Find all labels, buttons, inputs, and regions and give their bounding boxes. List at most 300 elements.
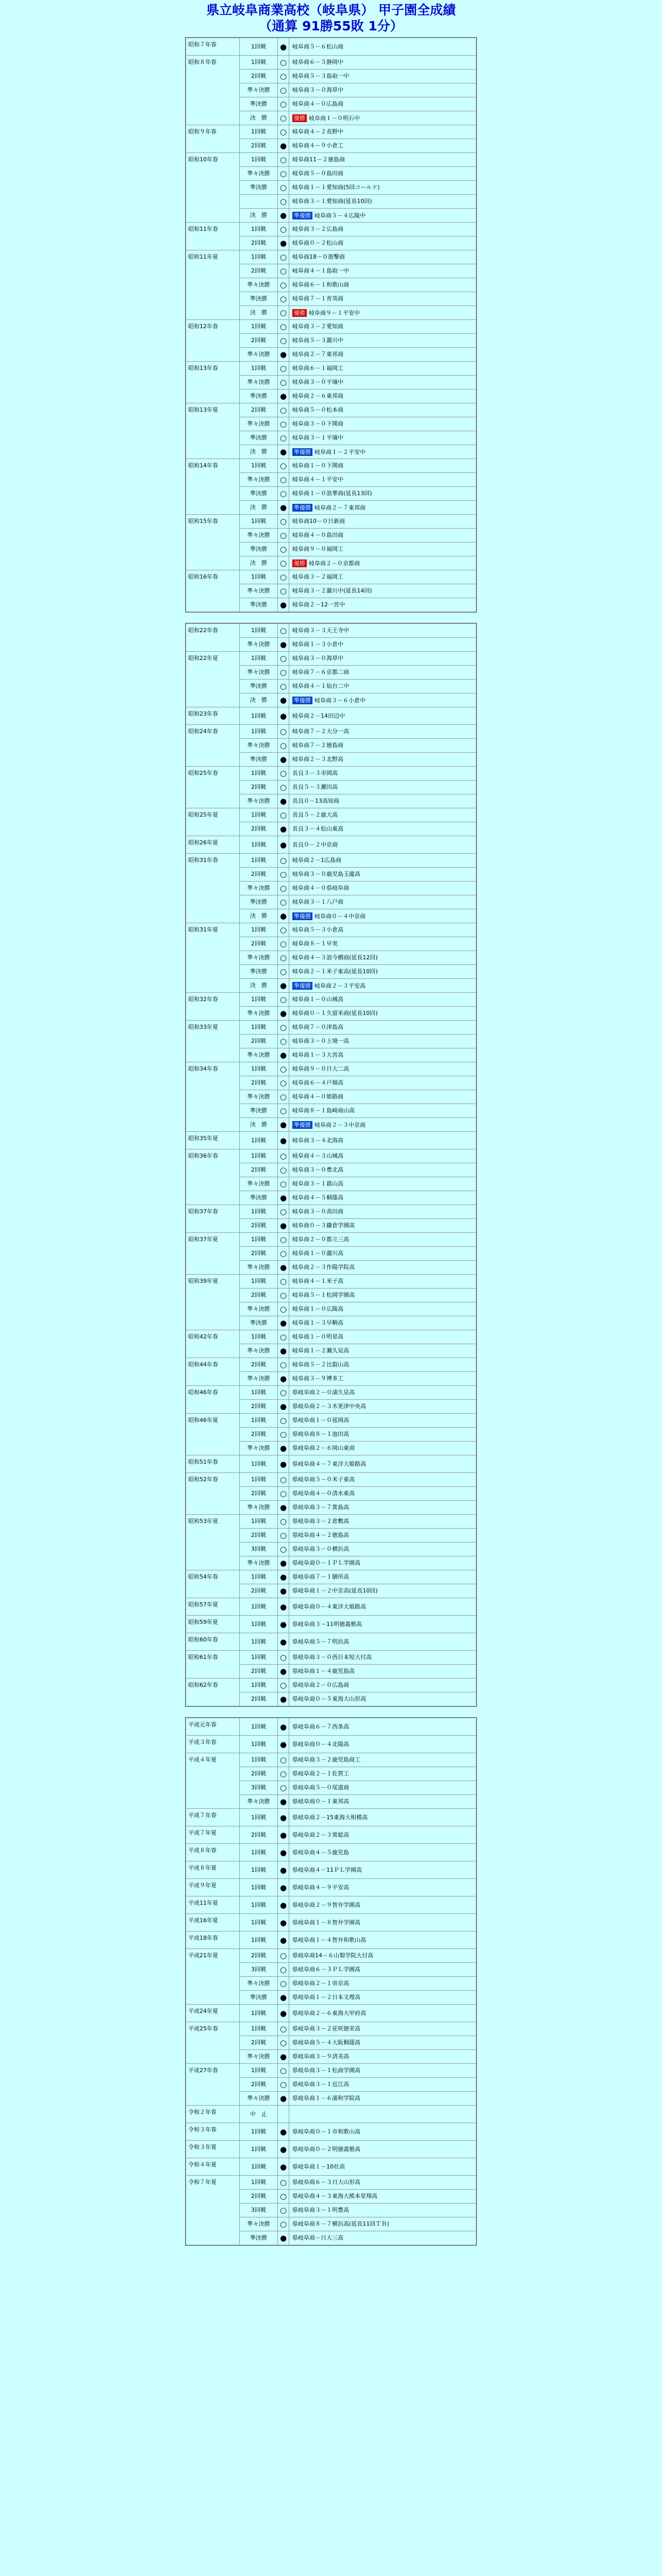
- round-label: 1回戦: [240, 1473, 278, 1487]
- round-label: 1回戦: [240, 2064, 278, 2078]
- game-result: 岐阜商５－０島田商: [289, 167, 476, 181]
- game-result: 岐阜商４－１米子高: [289, 1275, 476, 1289]
- game-result: 県岐阜商４－２徳島高: [289, 1529, 476, 1543]
- win-mark-icon: ○: [278, 292, 289, 306]
- round-label: 2回戦: [240, 1358, 278, 1372]
- round-label: 1回戦: [240, 1275, 278, 1289]
- tournament-year: 昭和23年春: [186, 707, 240, 725]
- round-label: 2回戦: [240, 2190, 278, 2204]
- win-mark-icon: ○: [278, 624, 289, 638]
- game-result: 岐阜商１－１愛知商(5回コールド): [289, 181, 476, 195]
- record-summary: （通算 91勝55敗 1分）: [259, 19, 403, 33]
- game-result: 岐阜商10－０日新商: [289, 515, 476, 529]
- round-label: 1回戦: [240, 56, 278, 70]
- round-label: 2回戦: [240, 1487, 278, 1501]
- game-row: [186, 2022, 476, 2036]
- game-row: [186, 1736, 476, 1753]
- game-row: [186, 2123, 476, 2141]
- tournament-year: 昭和13年春: [186, 362, 240, 403]
- game-row: [186, 570, 476, 584]
- win-mark-icon: ○: [278, 278, 289, 292]
- round-label: 2回戦: [240, 1826, 278, 1844]
- results-table: [186, 623, 476, 1706]
- tournament-year: 昭和34年春: [186, 1062, 240, 1132]
- win-mark-icon: ○: [278, 1977, 289, 1991]
- game-result: 県岐阜商３－２鹿児島商工: [289, 1753, 476, 1767]
- win-mark-icon: ○: [278, 1529, 289, 1543]
- round-label: 決 勝: [240, 445, 278, 459]
- game-result: 岐阜商４－５桐蔭高: [289, 1191, 476, 1205]
- win-mark-icon: ○: [278, 1386, 289, 1400]
- game-result: 岐阜商１－０下関商: [289, 459, 476, 473]
- round-label: 2回戦: [240, 1219, 278, 1233]
- loss-mark-icon: ●: [278, 2050, 289, 2064]
- game-result: 岐阜商３－１郡山高: [289, 1177, 476, 1191]
- round-label: 決 勝: [240, 306, 278, 320]
- round-label: 決 勝: [240, 979, 278, 993]
- win-mark-icon: ○: [278, 1487, 289, 1501]
- loss-mark-icon: ●: [278, 2141, 289, 2158]
- win-mark-icon: ○: [278, 181, 289, 195]
- tournament-year: 昭和36年春: [186, 1149, 240, 1205]
- round-label: 1回戦: [240, 1931, 278, 1949]
- game-row: [186, 362, 476, 376]
- round-label: 準決勝: [240, 1991, 278, 2005]
- round-label: 準々決勝: [240, 348, 278, 362]
- round-label: 1回戦: [240, 362, 278, 376]
- game-result: 岐阜商２－７東邦商: [289, 348, 476, 362]
- game-result: 県岐阜商３－11明徳義塾高: [289, 1616, 476, 1633]
- win-mark-icon: ○: [278, 376, 289, 389]
- loss-mark-icon: ●: [278, 1826, 289, 1844]
- results-table: [186, 1718, 476, 2245]
- game-result: 県岐阜商６－７西条高: [289, 1718, 476, 1736]
- loss-mark-icon: ●: [278, 1914, 289, 1931]
- game-result: 県岐阜商０－４東洋大姫路高: [289, 1598, 476, 1616]
- round-label: 1回戦: [240, 1753, 278, 1767]
- game-result: 岐阜商３－０海草中: [289, 652, 476, 666]
- tournament-year: 昭和22年夏: [186, 652, 240, 707]
- round-label: 準々決勝: [240, 1795, 278, 1809]
- tournament-year: 昭和８年春: [186, 56, 240, 125]
- round-label: 2回戦: [240, 236, 278, 250]
- game-row: [186, 725, 476, 739]
- win-mark-icon: ○: [278, 431, 289, 445]
- win-mark-icon: ○: [278, 951, 289, 965]
- game-result: 岐阜商７－６京都二商: [289, 666, 476, 680]
- game-row: [186, 2064, 476, 2078]
- game-row: [186, 1386, 476, 1400]
- tournament-year: 令和２年春: [186, 2106, 240, 2123]
- game-row: [186, 1949, 476, 1963]
- round-label: 3回戦: [240, 1543, 278, 1556]
- win-mark-icon: ○: [278, 1414, 289, 1428]
- loss-mark-icon: ●: [278, 1991, 289, 2005]
- tournament-year: 昭和25年夏: [186, 808, 240, 836]
- game-result: 岐阜商７－２徳島商: [289, 739, 476, 753]
- game-row: [186, 1358, 476, 1372]
- tournament-year: 昭和53年夏: [186, 1515, 240, 1570]
- game-result: 岐阜商３－０海草中: [289, 83, 476, 97]
- round-label: 準々決勝: [240, 1090, 278, 1104]
- game-result: 岐阜商２－３北野高: [289, 753, 476, 767]
- game-result: 岐阜商５－２比叡山高: [289, 1358, 476, 1372]
- game-result: 岐阜商１－０浪華商(延長13回): [289, 487, 476, 501]
- game-result: 岐阜商５－０松本商: [289, 403, 476, 417]
- game-row: [186, 2176, 476, 2190]
- game-result: 県岐阜商４－11ＰＬ学園高: [289, 1861, 476, 1879]
- win-mark-icon: ○: [278, 1104, 289, 1118]
- round-label: 1回戦: [240, 38, 278, 56]
- round-label: 1回戦: [240, 1879, 278, 1896]
- loss-mark-icon: ●: [278, 1616, 289, 1633]
- game-row: [186, 250, 476, 264]
- runner-up-badge: 準優勝: [292, 912, 312, 920]
- loss-mark-icon: ●: [278, 1896, 289, 1914]
- game-result: 岐阜商５－３瀧川中: [289, 334, 476, 348]
- game-row: [186, 1149, 476, 1163]
- game-result: 岐阜商１－０瀧川高: [289, 1247, 476, 1261]
- round-label: 1回戦: [240, 1914, 278, 1931]
- round-label: 1回戦: [240, 125, 278, 139]
- score-text: 岐阜商１－０明石中: [309, 114, 360, 122]
- game-result: 岐阜商３－０平壌中: [289, 376, 476, 389]
- round-label: 1回戦: [240, 1679, 278, 1692]
- win-mark-icon: ○: [278, 111, 289, 125]
- game-result: 県岐阜商１－10社高: [289, 2158, 476, 2176]
- tournament-year: 平成７年春: [186, 1809, 240, 1826]
- game-result: 県岐阜商２－６岡山東商: [289, 1442, 476, 1455]
- win-mark-icon: ○: [278, 1302, 289, 1316]
- game-result: 岐阜商３－２福岡工: [289, 570, 476, 584]
- game-result: 県岐阜商２－９智弁学園高: [289, 1896, 476, 1914]
- game-result: 県岐阜商３－２倉敷高: [289, 1515, 476, 1529]
- game-row: [186, 223, 476, 236]
- loss-mark-icon: ●: [278, 1809, 289, 1826]
- game-result: 岐阜商２－６東邦商: [289, 389, 476, 403]
- game-result: 岐阜商０－２松山商: [289, 236, 476, 250]
- loss-mark-icon: ●: [278, 1633, 289, 1651]
- round-label: 準々決勝: [240, 1007, 278, 1021]
- round-label: 準々決勝: [240, 638, 278, 652]
- win-mark-icon: ○: [278, 895, 289, 909]
- game-result: 岐阜商３－０鹿児島玉龍高: [289, 868, 476, 882]
- win-mark-icon: ○: [278, 570, 289, 584]
- game-row: [186, 1896, 476, 1914]
- tournament-year: 昭和59年夏: [186, 1616, 240, 1633]
- win-mark-icon: ○: [278, 1205, 289, 1219]
- game-result: 県岐阜商２－３常総高: [289, 1826, 476, 1844]
- score-text: 岐阜商２－３平安高: [315, 982, 366, 989]
- game-result: 岐阜商１－２瀬久見高: [289, 1344, 476, 1358]
- game-row: [186, 1205, 476, 1219]
- round-label: 1回戦: [240, 1718, 278, 1736]
- game-result: 岐阜商０－１久留米商(延長10回): [289, 1007, 476, 1021]
- win-mark-icon: ○: [278, 808, 289, 822]
- round-label: 1回戦: [240, 2005, 278, 2022]
- loss-mark-icon: ●: [278, 2123, 289, 2141]
- tournament-year: 昭和61年春: [186, 1651, 240, 1679]
- runner-up-badge: 準優勝: [292, 448, 312, 456]
- game-row: [186, 2005, 476, 2022]
- game-result: 岐阜商０－３鎌倉学園高: [289, 1219, 476, 1233]
- tournament-year: 昭和44年春: [186, 1358, 240, 1386]
- win-mark-icon: ○: [278, 666, 289, 680]
- tournament-year: 昭和13年夏: [186, 403, 240, 459]
- era-section-heisei-reiwa: [185, 1717, 477, 2246]
- game-result: 岐阜商４－１島取一中: [289, 264, 476, 278]
- tournament-year: 昭和31年春: [186, 854, 240, 923]
- loss-mark-icon: ●: [278, 1132, 289, 1149]
- game-result: 岐阜商７－１育英商: [289, 292, 476, 306]
- round-label: 2回戦: [240, 1163, 278, 1177]
- win-mark-icon: ○: [278, 781, 289, 794]
- game-row: [186, 38, 476, 56]
- game-row: [186, 836, 476, 854]
- game-result: 岐阜商６－５静岡中: [289, 56, 476, 70]
- score-text: 岐阜商２－３中京商: [315, 1121, 366, 1128]
- game-result: [289, 556, 476, 570]
- game-result: 県岐阜商４－０清水東高: [289, 1487, 476, 1501]
- round-label: 2回戦: [240, 822, 278, 836]
- game-result: 県岐阜商５－４大阪桐蔭高: [289, 2036, 476, 2050]
- round-label: 1回戦: [240, 1386, 278, 1400]
- game-result: 岐阜商７－０津島高: [289, 1021, 476, 1035]
- game-result: [289, 111, 476, 125]
- game-row: [186, 1414, 476, 1428]
- tournament-year: 平成16年夏: [186, 1914, 240, 1931]
- round-label: 決 勝: [240, 693, 278, 707]
- win-mark-icon: ○: [278, 2204, 289, 2217]
- loss-mark-icon: ●: [278, 979, 289, 993]
- round-label: 2回戦: [240, 1949, 278, 1963]
- game-row: [186, 1062, 476, 1076]
- loss-mark-icon: ●: [278, 1261, 289, 1275]
- round-label: 2回戦: [240, 1289, 278, 1302]
- game-result: 岐阜商９－０福岡工: [289, 543, 476, 556]
- game-result: 岐阜商２－12一宮中: [289, 598, 476, 612]
- win-mark-icon: ○: [278, 584, 289, 598]
- round-label: 1回戦: [240, 836, 278, 854]
- loss-mark-icon: ●: [278, 794, 289, 808]
- round-label: 2回戦: [240, 1584, 278, 1598]
- round-label: 2回戦: [240, 1665, 278, 1679]
- tournament-year: 平成９年夏: [186, 1879, 240, 1896]
- game-row: [186, 1718, 476, 1736]
- loss-mark-icon: ●: [278, 38, 289, 56]
- game-result: 岐阜商18－０遊撃商: [289, 250, 476, 264]
- game-result: 岐阜商９－０日大二高: [289, 1062, 476, 1076]
- loss-mark-icon: ●: [278, 909, 289, 923]
- game-row: [186, 1455, 476, 1473]
- tournament-year: 平成元年春: [186, 1718, 240, 1736]
- tournament-year: 昭和26年夏: [186, 836, 240, 854]
- game-result: 岐阜商２－１米子東高(延長10回): [289, 965, 476, 979]
- round-label: 1回戦: [240, 515, 278, 529]
- loss-mark-icon: ●: [278, 139, 289, 153]
- game-result: 岐阜商４－０姫路商: [289, 1090, 476, 1104]
- game-row: [186, 403, 476, 417]
- win-mark-icon: ○: [278, 1949, 289, 1963]
- loss-mark-icon: ●: [278, 1931, 289, 1949]
- win-mark-icon: ○: [278, 1330, 289, 1344]
- tournament-year: 昭和37年春: [186, 1205, 240, 1233]
- game-row: [186, 707, 476, 725]
- round-label: [240, 195, 278, 209]
- game-result: 県岐阜商０－５東海大山形高: [289, 1692, 476, 1706]
- game-result: 県岐阜商１－４鹿児島高: [289, 1665, 476, 1679]
- game-result: 岐阜商４－０県岐阜商: [289, 882, 476, 895]
- win-mark-icon: ○: [278, 937, 289, 951]
- loss-mark-icon: ●: [278, 836, 289, 854]
- game-result: 県岐阜商６－３日大山形高: [289, 2176, 476, 2190]
- loss-mark-icon: ●: [278, 2158, 289, 2176]
- game-result: 県岐阜商２－０浦久見高: [289, 1386, 476, 1400]
- game-result: 岐阜商６－１福岡工: [289, 362, 476, 376]
- round-label: 1回戦: [240, 1132, 278, 1149]
- tournament-year: 昭和46年春: [186, 1386, 240, 1414]
- round-label: 1回戦: [240, 250, 278, 264]
- win-mark-icon: ○: [278, 882, 289, 895]
- win-mark-icon: ○: [278, 1428, 289, 1442]
- round-label: 準決勝: [240, 753, 278, 767]
- round-label: 3回戦: [240, 2204, 278, 2217]
- game-result: 県岐阜商２－１佐賀工: [289, 1767, 476, 1781]
- game-row: [186, 56, 476, 70]
- tournament-year: 令和３年夏: [186, 2141, 240, 2158]
- game-result: 長良０－13高知商: [289, 794, 476, 808]
- win-mark-icon: ○: [278, 1767, 289, 1781]
- game-row: [186, 1132, 476, 1149]
- game-row: [186, 1515, 476, 1529]
- win-mark-icon: ○: [278, 1781, 289, 1795]
- round-label: 中 止: [240, 2106, 278, 2123]
- game-row: [186, 515, 476, 529]
- win-mark-icon: ○: [278, 1021, 289, 1035]
- loss-mark-icon: ●: [278, 2005, 289, 2022]
- game-result: 長良３－３市岡高: [289, 767, 476, 781]
- win-mark-icon: ○: [278, 923, 289, 937]
- game-result: 岐阜商３－９博多工: [289, 1372, 476, 1386]
- game-row: [186, 1809, 476, 1826]
- round-label: 2回戦: [240, 1428, 278, 1442]
- win-mark-icon: ○: [278, 264, 289, 278]
- tournament-year: 昭和35年夏: [186, 1132, 240, 1149]
- loss-mark-icon: ●: [278, 693, 289, 707]
- game-result: 長良０－２中京商: [289, 836, 476, 854]
- tournament-year: 昭和15年春: [186, 515, 240, 570]
- tournament-year: 昭和16年春: [186, 570, 240, 612]
- round-label: 準々決勝: [240, 1442, 278, 1455]
- tournament-year: 昭和42年春: [186, 1330, 240, 1358]
- round-label: 1回戦: [240, 1570, 278, 1584]
- round-label: 1回戦: [240, 652, 278, 666]
- game-result: 岐阜商３－０下関商: [289, 417, 476, 431]
- win-mark-icon: ○: [278, 2022, 289, 2036]
- round-label: 1回戦: [240, 1736, 278, 1753]
- round-label: 準々決勝: [240, 666, 278, 680]
- tournament-year: 昭和９年春: [186, 125, 240, 153]
- game-result: 岐阜商３－０上境一高: [289, 1035, 476, 1048]
- round-label: 2回戦: [240, 1076, 278, 1090]
- round-label: 準々決勝: [240, 1344, 278, 1358]
- win-mark-icon: ○: [278, 1163, 289, 1177]
- round-label: 準決勝: [240, 292, 278, 306]
- round-label: 準々決勝: [240, 1177, 278, 1191]
- game-result: 岐阜商８－１島崎商山高: [289, 1104, 476, 1118]
- round-label: 2回戦: [240, 2036, 278, 2050]
- tournament-year: 昭和11年春: [186, 223, 240, 250]
- game-row: [186, 2158, 476, 2176]
- round-label: 1回戦: [240, 1330, 278, 1344]
- game-result: 県岐阜商１－６浦和学院高: [289, 2092, 476, 2106]
- game-row: [186, 854, 476, 868]
- round-label: 1回戦: [240, 1844, 278, 1861]
- win-mark-icon: ○: [278, 459, 289, 473]
- game-result: [289, 306, 476, 320]
- game-row: [186, 1233, 476, 1247]
- round-label: 1回戦: [240, 223, 278, 236]
- tournament-year: 昭和11年夏: [186, 250, 240, 320]
- loss-mark-icon: ●: [278, 638, 289, 652]
- round-label: 準決勝: [240, 1191, 278, 1205]
- game-row: [186, 1753, 476, 1767]
- round-label: 1回戦: [240, 1062, 278, 1076]
- win-mark-icon: ○: [278, 2217, 289, 2231]
- game-result: 県岐阜商１－２日本文理高: [289, 1991, 476, 2005]
- win-mark-icon: ○: [278, 56, 289, 70]
- tournament-year: 昭和54年春: [186, 1570, 240, 1598]
- loss-mark-icon: ●: [278, 1844, 289, 1861]
- round-label: 1回戦: [240, 1021, 278, 1035]
- loss-mark-icon: ●: [278, 2092, 289, 2106]
- round-label: 準々決勝: [240, 278, 278, 292]
- loss-mark-icon: ●: [278, 1316, 289, 1330]
- win-mark-icon: ○: [278, 515, 289, 529]
- tournament-year: 平成21年夏: [186, 1949, 240, 2005]
- loss-mark-icon: ●: [278, 1118, 289, 1132]
- tournament-year: 昭和７年春: [186, 38, 240, 56]
- game-result: 県岐阜商０－４北陽高: [289, 1736, 476, 1753]
- round-label: 準決勝: [240, 431, 278, 445]
- game-row: [186, 1844, 476, 1861]
- round-label: 1回戦: [240, 993, 278, 1007]
- tournament-year: 平成25年春: [186, 2022, 240, 2064]
- loss-mark-icon: ●: [278, 2231, 289, 2245]
- win-mark-icon: ○: [278, 473, 289, 487]
- game-row: [186, 153, 476, 167]
- game-result: [289, 1118, 476, 1132]
- round-label: 2回戦: [240, 334, 278, 348]
- game-result: 県岐阜商１－８智弁学園高: [289, 1914, 476, 1931]
- game-result: 県岐阜商２－０広島商: [289, 1679, 476, 1692]
- loss-mark-icon: ●: [278, 753, 289, 767]
- game-result: 岐阜商２－０都立三高: [289, 1233, 476, 1247]
- loss-mark-icon: ●: [278, 1692, 289, 1706]
- tournament-year: 平成７年夏: [186, 1826, 240, 1844]
- game-result: 岐阜商３－０高田商: [289, 1205, 476, 1219]
- game-result: 岐阜商１－０広陵高: [289, 1302, 476, 1316]
- win-mark-icon: ○: [278, 680, 289, 693]
- round-label: 決 勝: [240, 111, 278, 125]
- round-label: 2回戦: [240, 1400, 278, 1414]
- win-mark-icon: ○: [278, 1651, 289, 1665]
- game-result: 岐阜商３－１八戸商: [289, 895, 476, 909]
- game-result: 岐阜商３－１愛知商(延長10回): [289, 195, 476, 209]
- round-label: 準々決勝: [240, 83, 278, 97]
- game-result: 県岐阜商１－２中京高(延長10回): [289, 1584, 476, 1598]
- win-mark-icon: ○: [278, 1753, 289, 1767]
